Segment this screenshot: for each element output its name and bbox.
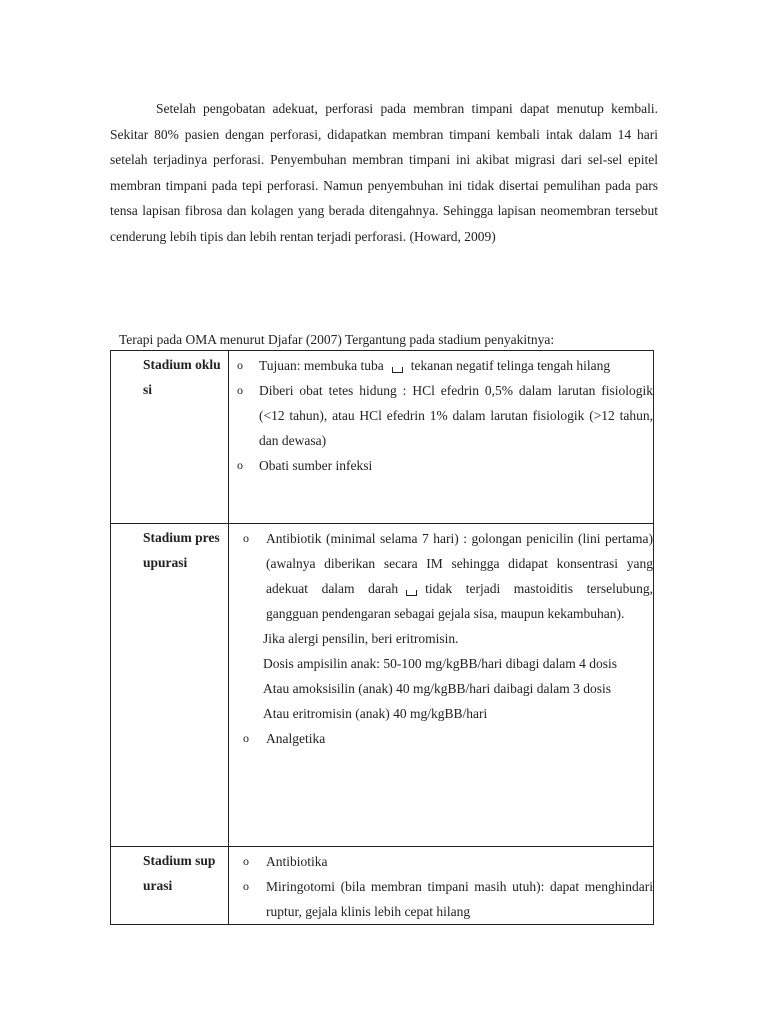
list-item bbox=[229, 378, 653, 453]
bullet-marker: o bbox=[243, 879, 249, 893]
item-text: Tujuan: membuka tuba bbox=[259, 358, 384, 373]
arrow-icon bbox=[406, 590, 417, 596]
stage-cell bbox=[111, 847, 229, 925]
item-text: Antibiotik (minimal selama 7 hari) : golongan penicilin (lini pertama) (awalnya diberikan secara IM sehingga didapat konsentrasi yang adekuat dalam darah bbox=[266, 531, 653, 596]
item-text: tidak terjadi mastoiditis terselubung, gangguan pendengaran sebagai gejala sisa, maupun kekambuhan). bbox=[266, 581, 653, 621]
list-item bbox=[229, 453, 653, 478]
detail-cell bbox=[229, 847, 654, 925]
arrow-icon bbox=[392, 367, 403, 373]
bullet-marker: o bbox=[237, 458, 243, 472]
bullet-marker: o bbox=[243, 854, 249, 868]
bullet-list bbox=[229, 726, 653, 751]
list-item bbox=[229, 726, 653, 751]
dosage-line: Dosis ampisilin anak: 50-100 mg/kgBB/hari dibagi dalam 4 dosis bbox=[263, 656, 617, 671]
item-text: Analgetika bbox=[266, 731, 326, 746]
item-text: Obati sumber infeksi bbox=[259, 458, 373, 473]
list-item bbox=[229, 874, 653, 924]
table-row bbox=[111, 351, 654, 524]
stage-cell bbox=[111, 524, 229, 847]
stage-cell bbox=[111, 351, 229, 524]
bullet-list bbox=[229, 524, 653, 626]
table-row bbox=[111, 524, 654, 847]
dosage-line: Atau eritromisin (anak) 40 mg/kgBB/hari bbox=[263, 706, 488, 721]
bullet-list bbox=[229, 351, 653, 478]
stage-name: Stadium oklusi bbox=[143, 357, 221, 397]
list-item bbox=[229, 526, 653, 626]
bullet-marker: o bbox=[237, 383, 243, 397]
item-text: Antibiotika bbox=[266, 854, 328, 869]
detail-cell bbox=[229, 351, 654, 524]
body-paragraph: Setelah pengobatan adekuat, perforasi pada membran timpani dapat menutup kembali. Sekitar 80% pasien dengan perforasi, didapatkan membran timpani kembali intak dalam 14 hari setelah terjadinya perforasi. Penyembuhan membran timpani ini akibat migrasi dari sel-sel epitel membran timpani pada tepi perforasi. Namun penyembuhan ini tidak disertai pemulihan pada pars tensa lapisan fibrosa dan kolagen yang berada ditengahnya. Sehingga lapisan neomembran tersebut cenderung lebih tipis dan lebih rentan terjadi perforasi. (Howard, 2009) bbox=[110, 101, 658, 244]
detail-cell bbox=[229, 524, 654, 847]
list-item bbox=[229, 353, 653, 378]
dosage-line: Atau amoksisilin (anak) 40 mg/kgBB/hari daibagi dalam 3 dosis bbox=[263, 681, 611, 696]
item-text: Diberi obat tetes hidung : HCl efedrin 0,5% dalam larutan fisiologik (<12 tahun), atau HCl efedrin 1% dalam larutan fisiologik (>12 tahun, dan dewasa) bbox=[259, 383, 653, 448]
bullet-marker: o bbox=[243, 731, 249, 745]
bullet-list bbox=[229, 847, 653, 924]
bullet-marker: o bbox=[243, 531, 249, 545]
stage-name: Stadium supurasi bbox=[143, 853, 216, 893]
table-caption: Terapi pada OMA menurut Djafar (2007) Tergantung pada stadium penyakitnya: bbox=[119, 332, 555, 347]
stage-name: Stadium presupurasi bbox=[143, 530, 220, 570]
therapy-table bbox=[110, 350, 654, 925]
item-text: Miringotomi (bila membran timpani masih utuh): dapat menghindari ruptur, gejala klinis lebih cepat hilang bbox=[266, 879, 653, 919]
dosage-line: Jika alergi pensilin, beri eritromisin. bbox=[263, 631, 459, 646]
list-item bbox=[229, 849, 653, 874]
item-text: tekanan negatif telinga tengah hilang bbox=[410, 358, 611, 373]
table-row bbox=[111, 847, 654, 925]
bullet-marker: o bbox=[237, 358, 243, 372]
